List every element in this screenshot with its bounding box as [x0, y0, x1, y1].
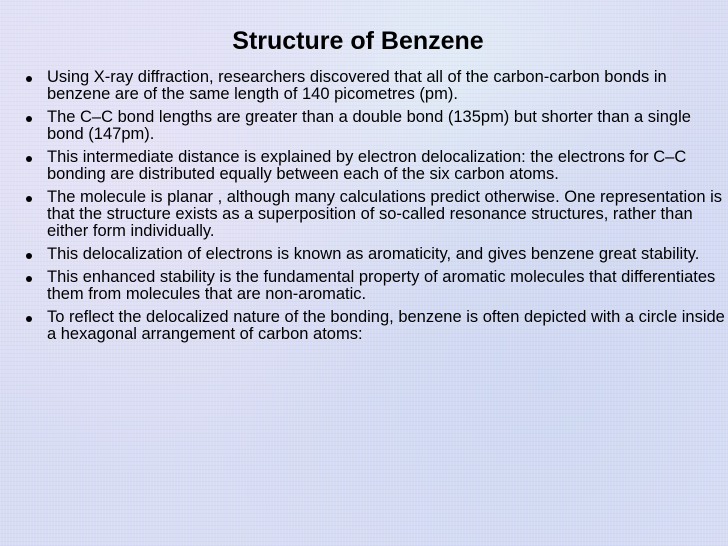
bullet-icon	[26, 196, 32, 202]
bullet-item	[26, 69, 726, 103]
bullet-text: This enhanced stability is the fundamental property of aromatic molecules that differentiates them from molecules that are non-aromatic.	[47, 268, 716, 303]
bullet-item	[26, 109, 726, 143]
bullet-text: To reflect the delocalized nature of the bonding, benzene is often depicted with a circle inside a hexagonal arrangement of carbon atoms:	[47, 308, 725, 343]
bullet-text: This delocalization of electrons is known as aromaticity, and gives benzene great stability.	[47, 245, 700, 263]
bullet-item	[26, 246, 726, 263]
bullet-text: This intermediate distance is explained by electron delocalization: the electrons for C–C bonding are distributed equally between each of the six carbon atoms.	[47, 148, 687, 183]
bullet-item	[26, 189, 726, 240]
bullet-list	[26, 69, 726, 349]
bullet-icon	[26, 156, 32, 162]
bullet-icon	[26, 276, 32, 282]
slide-title: Structure of Benzene	[232, 27, 484, 55]
bullet-item	[26, 149, 726, 183]
bullet-item	[26, 269, 726, 303]
bullet-icon	[26, 316, 32, 322]
bullet-text: The C–C bond lengths are greater than a double bond (135pm) but shorter than a single bond (147pm).	[47, 108, 691, 143]
bullet-text: Using X-ray diffraction, researchers discovered that all of the carbon-carbon bonds in benzene are of the same length of 140 picometres (pm).	[47, 68, 667, 103]
bullet-icon	[26, 253, 32, 259]
bullet-icon	[26, 76, 32, 82]
bullet-icon	[26, 116, 32, 122]
bullet-item	[26, 309, 726, 343]
bullet-text: The molecule is planar , although many calculations predict otherwise. One representation is that the structure exists as a superposition of so-called resonance structures, rather than either form individually.	[47, 188, 723, 240]
